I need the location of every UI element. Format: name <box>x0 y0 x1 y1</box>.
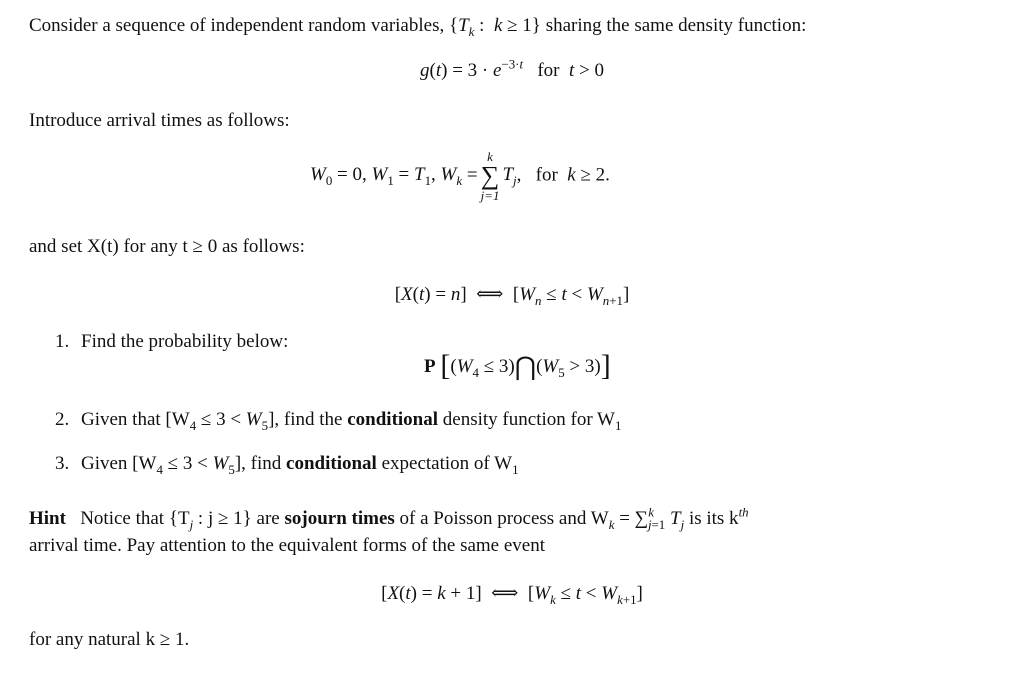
q1-text: Find the probability below: <box>81 331 289 352</box>
arrival-tj: $T_j$, <box>502 164 522 189</box>
question-2: 2. Given that $[W_4 \le 3 < W_5]$, find the conditional density function for $W_1$ <box>55 409 622 433</box>
q2-text-b: ], find the <box>268 409 348 430</box>
q2-number: 2. <box>55 409 70 430</box>
arrival-w1: $W_1 = T_1$, <box>371 164 436 189</box>
hint-text-d: is its k <box>684 508 739 529</box>
hint-closing: for any natural k ≥ 1. <box>29 629 190 650</box>
probability-expression: P [($W_4$ ≤ $3)⋂(W_5 > 3)$] <box>424 349 611 382</box>
hint-text-c: of a Poisson process and W <box>394 508 609 529</box>
density-condition: t > 0 <box>568 60 604 81</box>
process-intro: and set X(t) for any t ≥ 0 as follows: <box>29 236 305 257</box>
process-equivalence: [X(t) = n] ⟺ $[W_n \le t < W_{n+1}]$ <box>394 284 630 308</box>
arrival-for: for <box>535 164 558 186</box>
q3-number: 3. <box>55 453 70 474</box>
q1-number: 1. <box>55 331 70 352</box>
intro-text-b: sharing the same density function: <box>540 15 807 36</box>
question-3: 3. Given $[W_4 \le 3 < W_5]$, find conditional expectation of $W_1$ <box>55 453 519 477</box>
hint-bold: sojourn times <box>284 508 395 529</box>
q3-text-b: ], find <box>234 453 287 474</box>
hint-line-2: arrival time. Pay attention to the equivalent forms of the same event <box>29 535 546 556</box>
density-formula: $g(t) = 3 \cdot e^{-3\cdot t}$ <box>420 56 524 81</box>
q3-bold: conditional <box>286 453 377 474</box>
hint-line-1: Hint Notice that {$T_j$ : j ≥ 1} are sojourn times of a Poisson process and $W_k = \sum^k_{j=1}$ $T_j$ is its $k^{th}$ <box>29 504 749 532</box>
intro-set-notation: {$T_k$ : k ≥ 1} <box>448 15 541 39</box>
hint-superscript: th <box>738 504 749 520</box>
q2-text-c: density function for W <box>438 409 615 430</box>
q2-bold: conditional <box>347 409 439 430</box>
q3-text-c: expectation of W <box>376 453 513 474</box>
q3-text-a: Given [W <box>81 453 157 474</box>
arrival-condition: k ≥ 2. <box>567 164 610 186</box>
sum-upper-limit: k <box>487 149 493 164</box>
arrival-intro: Introduce arrival times as follows: <box>29 110 290 131</box>
hint-label: Hint <box>29 508 66 529</box>
question-1 <box>55 331 288 353</box>
q2-text-a: Given that [W <box>81 409 190 430</box>
intro-paragraph <box>29 15 806 37</box>
hint-equivalence: [X(t) = k + 1] ⟺ $[W_k \le t < W_{k+1}]$ <box>381 583 643 607</box>
sum-lower-limit: j=1 <box>480 188 500 203</box>
intro-text-a: Consider a sequence of independent random variables, <box>29 15 449 36</box>
hint-text-a: Notice that {T <box>80 508 190 529</box>
arrival-wk: $W_k$ = <box>440 164 478 189</box>
hint-text-b: : j ≥ 1} are <box>193 508 285 529</box>
summation-symbol: k ∑ j=1 <box>480 149 500 203</box>
density-for: for <box>537 60 560 81</box>
density-equation <box>0 56 1024 82</box>
arrival-w0: $W_0 = 0$, <box>310 164 367 189</box>
arrival-equation <box>310 150 610 202</box>
